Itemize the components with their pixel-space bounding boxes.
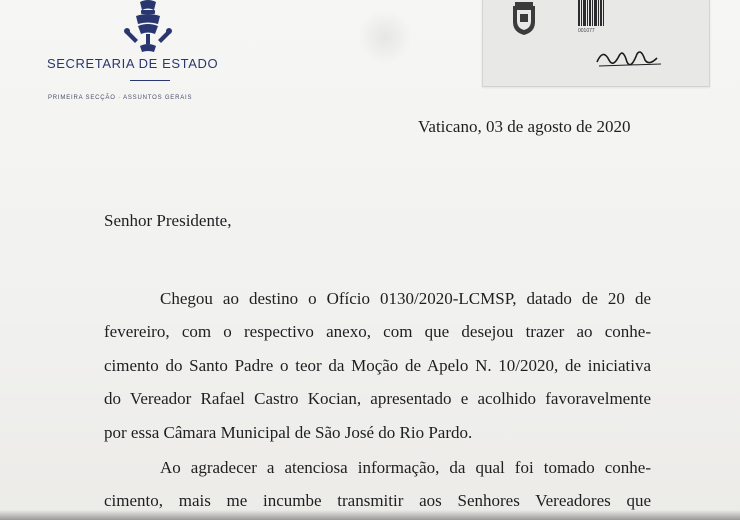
- page-bottom-shadow: [0, 510, 740, 520]
- stamp-protocol-number: 001077: [578, 28, 595, 34]
- faint-paper-mark: [358, 10, 412, 64]
- salutation: Senhor Presidente,: [104, 211, 232, 230]
- letterhead-title: SECRETARIA DE ESTADO: [47, 56, 219, 71]
- paragraph-2-line: cimento, mais me incumbe transmitir aos Senhores Vereadores que: [104, 491, 651, 510]
- paragraph-1-line: por essa Câmara Municipal de São José do Rio Pardo.: [104, 423, 473, 442]
- paragraph-2-line: Ao agradecer a atenciosa informação, da qual foi tomado conhe-: [160, 458, 651, 477]
- paragraph-1-line: cimento do Santo Padre o teor da Moção de Apelo N. 10/2020, de iniciativa: [104, 356, 651, 375]
- barcode-icon: [578, 0, 604, 26]
- letterhead-divider: [130, 80, 170, 81]
- reception-stamp: [482, 0, 710, 87]
- papal-crest-icon: [118, 0, 178, 56]
- letterhead-subheading: PRIMEIRA SECÇÃO · ASSUNTOS GERAIS: [48, 95, 193, 101]
- handwritten-signature: [589, 44, 669, 74]
- paragraph-1-line: fevereiro, com o respectivo anexo, com que desejou trazer ao conhe-: [104, 322, 651, 341]
- municipal-seal-icon: [511, 2, 537, 36]
- paragraph-1-line: do Vereador Rafael Castro Kocian, apresentado e acolhido favoravelmente: [104, 389, 651, 408]
- letter-date: Vaticano, 03 de agosto de 2020: [418, 117, 631, 136]
- paragraph-1-line: Chegou ao destino o Ofício 0130/2020-LCMSP, datado de 20 de: [160, 289, 651, 308]
